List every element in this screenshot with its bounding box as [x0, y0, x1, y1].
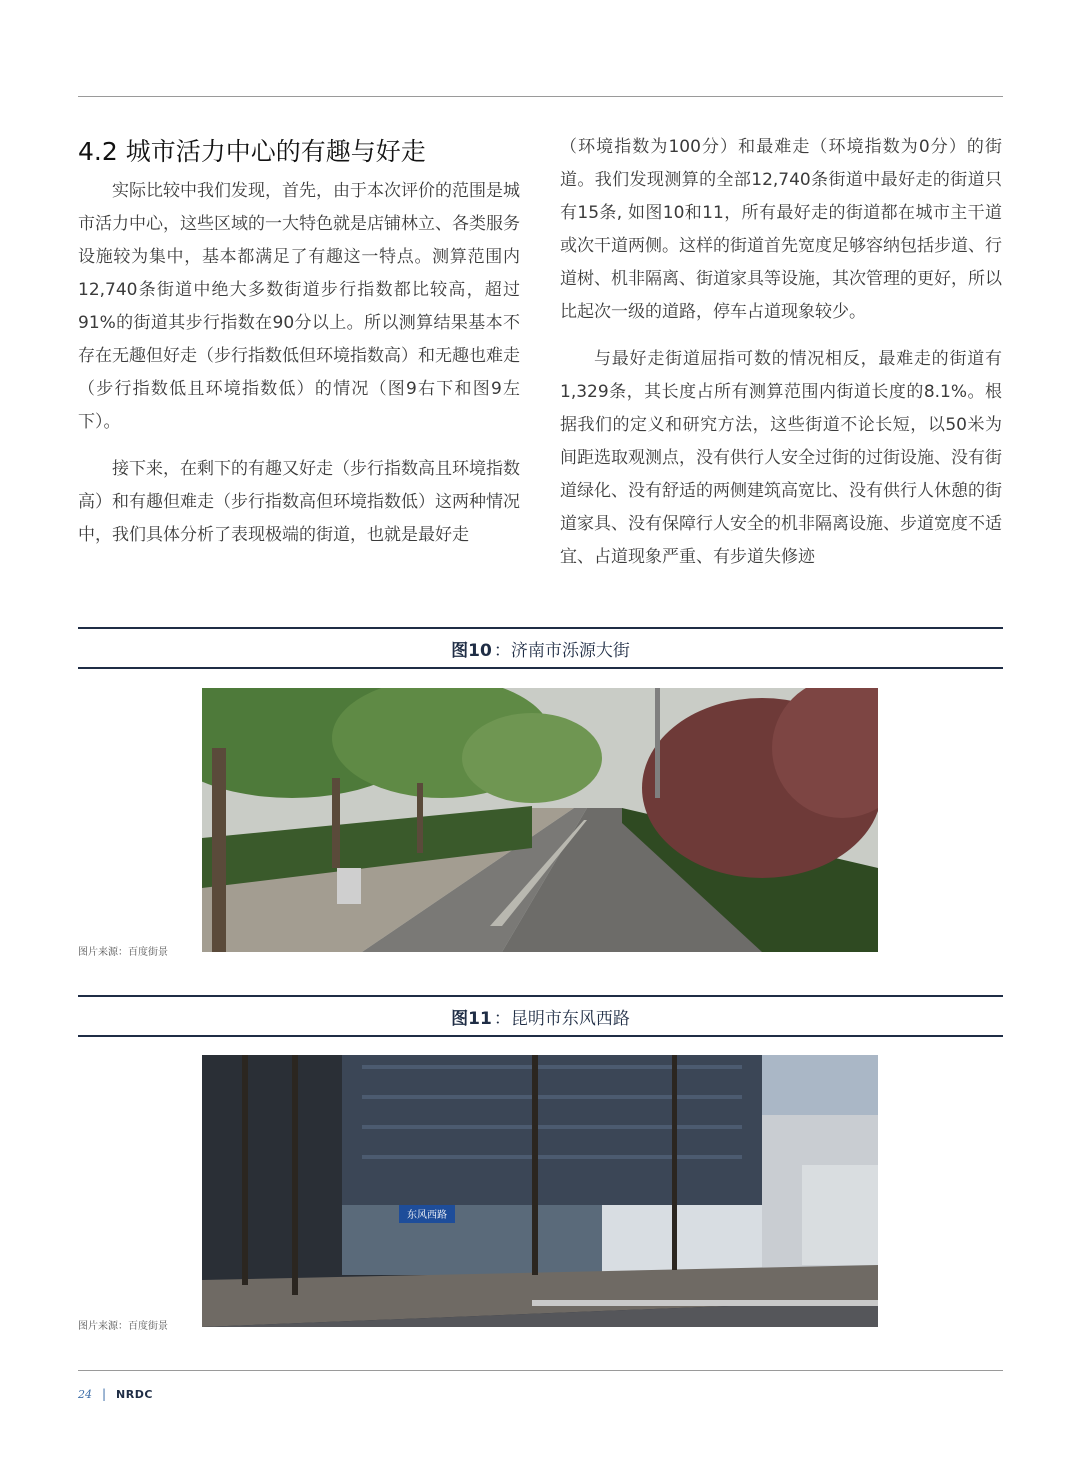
- footer-separator: |: [102, 1387, 107, 1401]
- right-column: [560, 131, 1002, 574]
- street-sign-text: 东风西路: [407, 1210, 447, 1221]
- figure11-source: 图片来源：百度街景: [78, 1321, 168, 1332]
- right-paragraph-1: （环境指数为100分）和最难走（环境指数为0分）的街道。我们发现测算的全部12,740条街道中最好走的街道只有15条, 如图10和11，所有最好走的街道都在城市主干道或次干道两侧。这样的街道首先宽度足够容纳包括步道、行道树、机非隔离、街道家具等设施，其次管理的更好，所以比起次一级的道路，停车占道现象较少。: [560, 137, 1002, 322]
- figure11-number: 图11: [451, 1008, 492, 1029]
- figure10-source: 图片来源：百度街景: [78, 947, 168, 958]
- left-paragraph-1: 实际比较中我们发现，首先，由于本次评价的范围是城市活力中心，这些区域的一大特色就是店铺林立、各类服务设施较为集中，基本都满足了有趣这一特点。测算范围内12,740条街道中绝大多数街道步行指数都比较高，超过91%的街道其步行指数在90分以上。所以测算结果基本不存在无趣但好走（步行指数低但环境指数高）和无趣也难走（步行指数低且环境指数低）的情况（图9右下和图9左下）。: [78, 181, 520, 432]
- right-paragraph-2: 与最好走街道屈指可数的情况相反，最难走的街道有1,329条，其长度占所有测算范围内街道长度的8.1%。根据我们的定义和研究方法，这些街道不论长短，以50米为间距选取观测点，没有供行人安全过街的过街设施、没有街道绿化、没有舒适的两侧建筑高宽比、没有供行人休憩的街道家具、没有保障行人安全的机非隔离设施、步道宽度不适宜、占道现象严重、有步道失修迹: [560, 349, 1002, 567]
- figure11-title: ：昆明市东风西路: [493, 1008, 630, 1029]
- figure10-title: ：济南市泺源大街: [493, 640, 630, 661]
- figure10-photo: [202, 688, 878, 952]
- left-column: [78, 132, 520, 552]
- figure11-header: [78, 995, 1003, 1037]
- page-number: 24: [78, 1387, 92, 1401]
- bottom-divider: [78, 1370, 1003, 1371]
- brand-name: NRDC: [116, 1387, 153, 1401]
- figure11-photo: [202, 1055, 878, 1327]
- page-footer: [78, 1387, 153, 1401]
- section-title: 4.2 城市活力中心的有趣与好走: [78, 137, 426, 166]
- jinan-street-image: [202, 688, 878, 952]
- left-paragraph-2: 接下来，在剩下的有趣又好走（步行指数高且环境指数高）和有趣但难走（步行指数高但环境指数低）这两种情况中，我们具体分析了表现极端的街道，也就是最好走: [78, 459, 520, 545]
- kunming-street-image: [202, 1055, 878, 1327]
- top-divider: [78, 96, 1003, 97]
- figure10-number: 图10: [451, 640, 492, 661]
- figure10-header: [78, 627, 1003, 669]
